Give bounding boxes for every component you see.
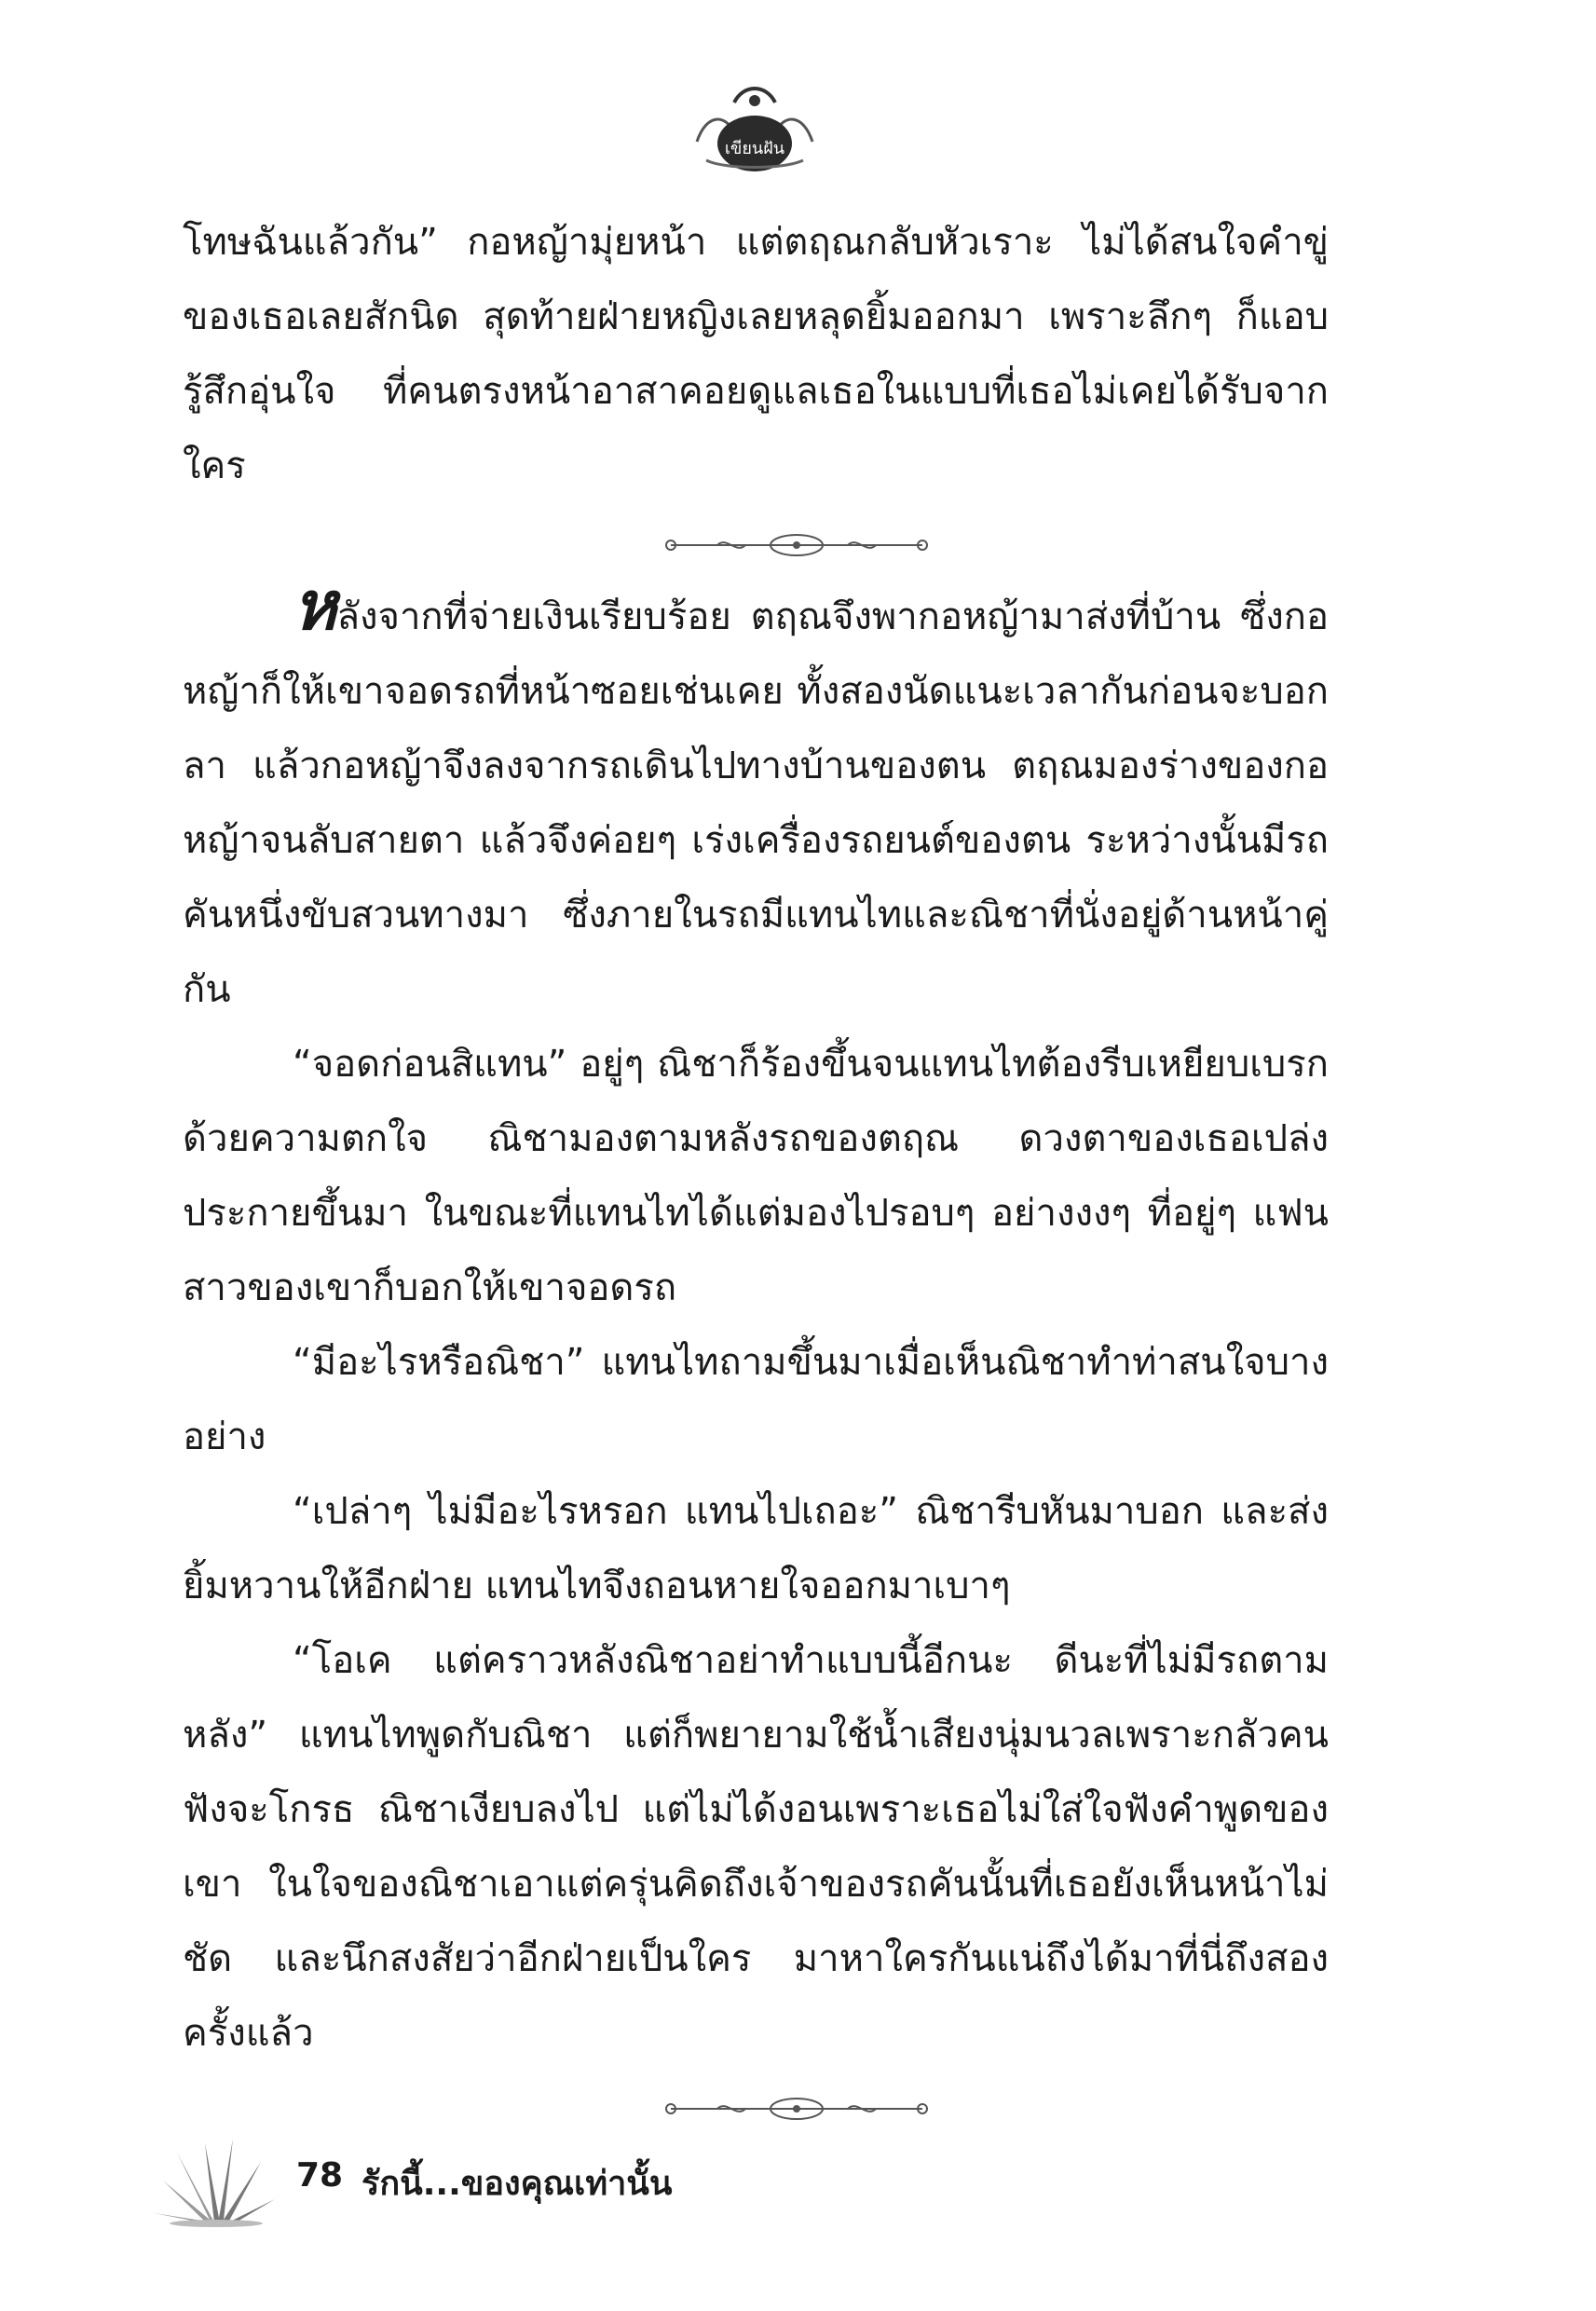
scroll-divider-icon xyxy=(662,531,932,559)
section2-paragraph-2: “จอดก่อนสิแทน” อยู่ๆ ณิชาก็ร้องขึ้นจนแทนไทต้องรีบเหยียบเบรกด้วยความตกใจ ณิชามองตามหลังรถของตฤณ ดวงตาของเธอเปล่งประกายขึ้นมา ในขณะที่แทนไทได้แต่มองไปรอบๆ อย่างงงๆ ที่อยู่ๆ แฟนสาวของเขาก็บอกให้เขาจอดรถ xyxy=(183,1043,1329,1309)
section2-first-paragraph xyxy=(183,566,1329,1027)
section2-first-paragraph-text: ลังจากที่จ่ายเงินเรียบร้อย ตฤณจึงพากอหญ้ามาส่งที่บ้าน ซึ่งกอหญ้าก็ให้เขาจอดรถที่หน้าซอยเช่นเคย ทั้งสองนัดแนะเวลากันก่อนจะบอกลา แล้วกอหญ้าจึงลงจากรถเดินไปทางบ้านของตน ตฤณมองร่างของกอหญ้าจนลับสายตา แล้วจึงค่อยๆ เร่งเครื่องรถยนต์ของตน ระหว่างนั้นมีรถคันหนึ่งขับสวนทางมา ซึ่งภายในรถมีแทนไทและณิชาที่นั่งอยู่ด้านหน้าคู่กัน xyxy=(183,595,1329,1011)
page-content xyxy=(183,205,1329,503)
logo-text: เขียนฝัน xyxy=(724,139,785,158)
page-footer xyxy=(149,2134,894,2236)
section2-paragraph-4: “เปล่าๆ ไม่มีอะไรหรอก แทนไปเถอะ” ณิชารีบหันมาบอก และส่งยิ้มหวานให้อีกฝ่าย แทนไทจึงถอนหายใจออกมาเบาๆ xyxy=(183,1490,1329,1607)
page-number: 78 xyxy=(296,2156,344,2195)
ornate-crest-icon xyxy=(688,76,822,179)
dropcap-letter: ห xyxy=(293,566,337,645)
section-2 xyxy=(183,566,1329,2071)
grass-tuft-icon xyxy=(149,2134,280,2227)
section2-paragraph-3: “มีอะไรหรือณิชา” แทนไทถามขึ้นมาเมื่อเห็นณิชาทำท่าสนใจบางอย่าง xyxy=(183,1341,1329,1458)
scroll-divider-icon xyxy=(662,2095,932,2123)
header-logo xyxy=(688,76,822,179)
section2-paragraph-5: “โอเค แต่คราวหลังณิชาอย่าทำแบบนี้อีกนะ ดีนะที่ไม่มีรถตามหลัง” แทนไทพูดกับณิชา แต่ก็พยายามใช้น้ำเสียงนุ่มนวลเพราะกลัวคนฟังจะโกรธ ณิชาเงียบลงไป แต่ไม่ได้งอนเพราะเธอไม่ใส่ใจฟังคำพูดของเขา ในใจของณิชาเอาแต่ครุ่นคิดถึงเจ้าของรถคันนั้นที่เธอยังเห็นหน้าไม่ชัด และนึกสงสัยว่าอีกฝ่ายเป็นใคร มาหาใครกันแน่ถึงได้มาที่นี่ถึงสองครั้งแล้ว xyxy=(183,1639,1329,2055)
paragraph-1: โทษฉันแล้วกัน” กอหญ้ามุ่ยหน้า แต่ตฤณกลับหัวเราะ ไม่ได้สนใจคำขู่ของเธอเลยสักนิด สุดท้ายฝ่ายหญิงเลยหลุดยิ้มออกมา เพราะลึกๆ ก็แอบรู้สึกอุ่นใจ ที่คนตรงหน้าอาสาคอยดูแลเธอในแบบที่เธอไม่เคยได้รับจากใคร xyxy=(183,221,1329,487)
book-title: รักนี้...ของคุณเท่านั้น xyxy=(361,2165,673,2203)
